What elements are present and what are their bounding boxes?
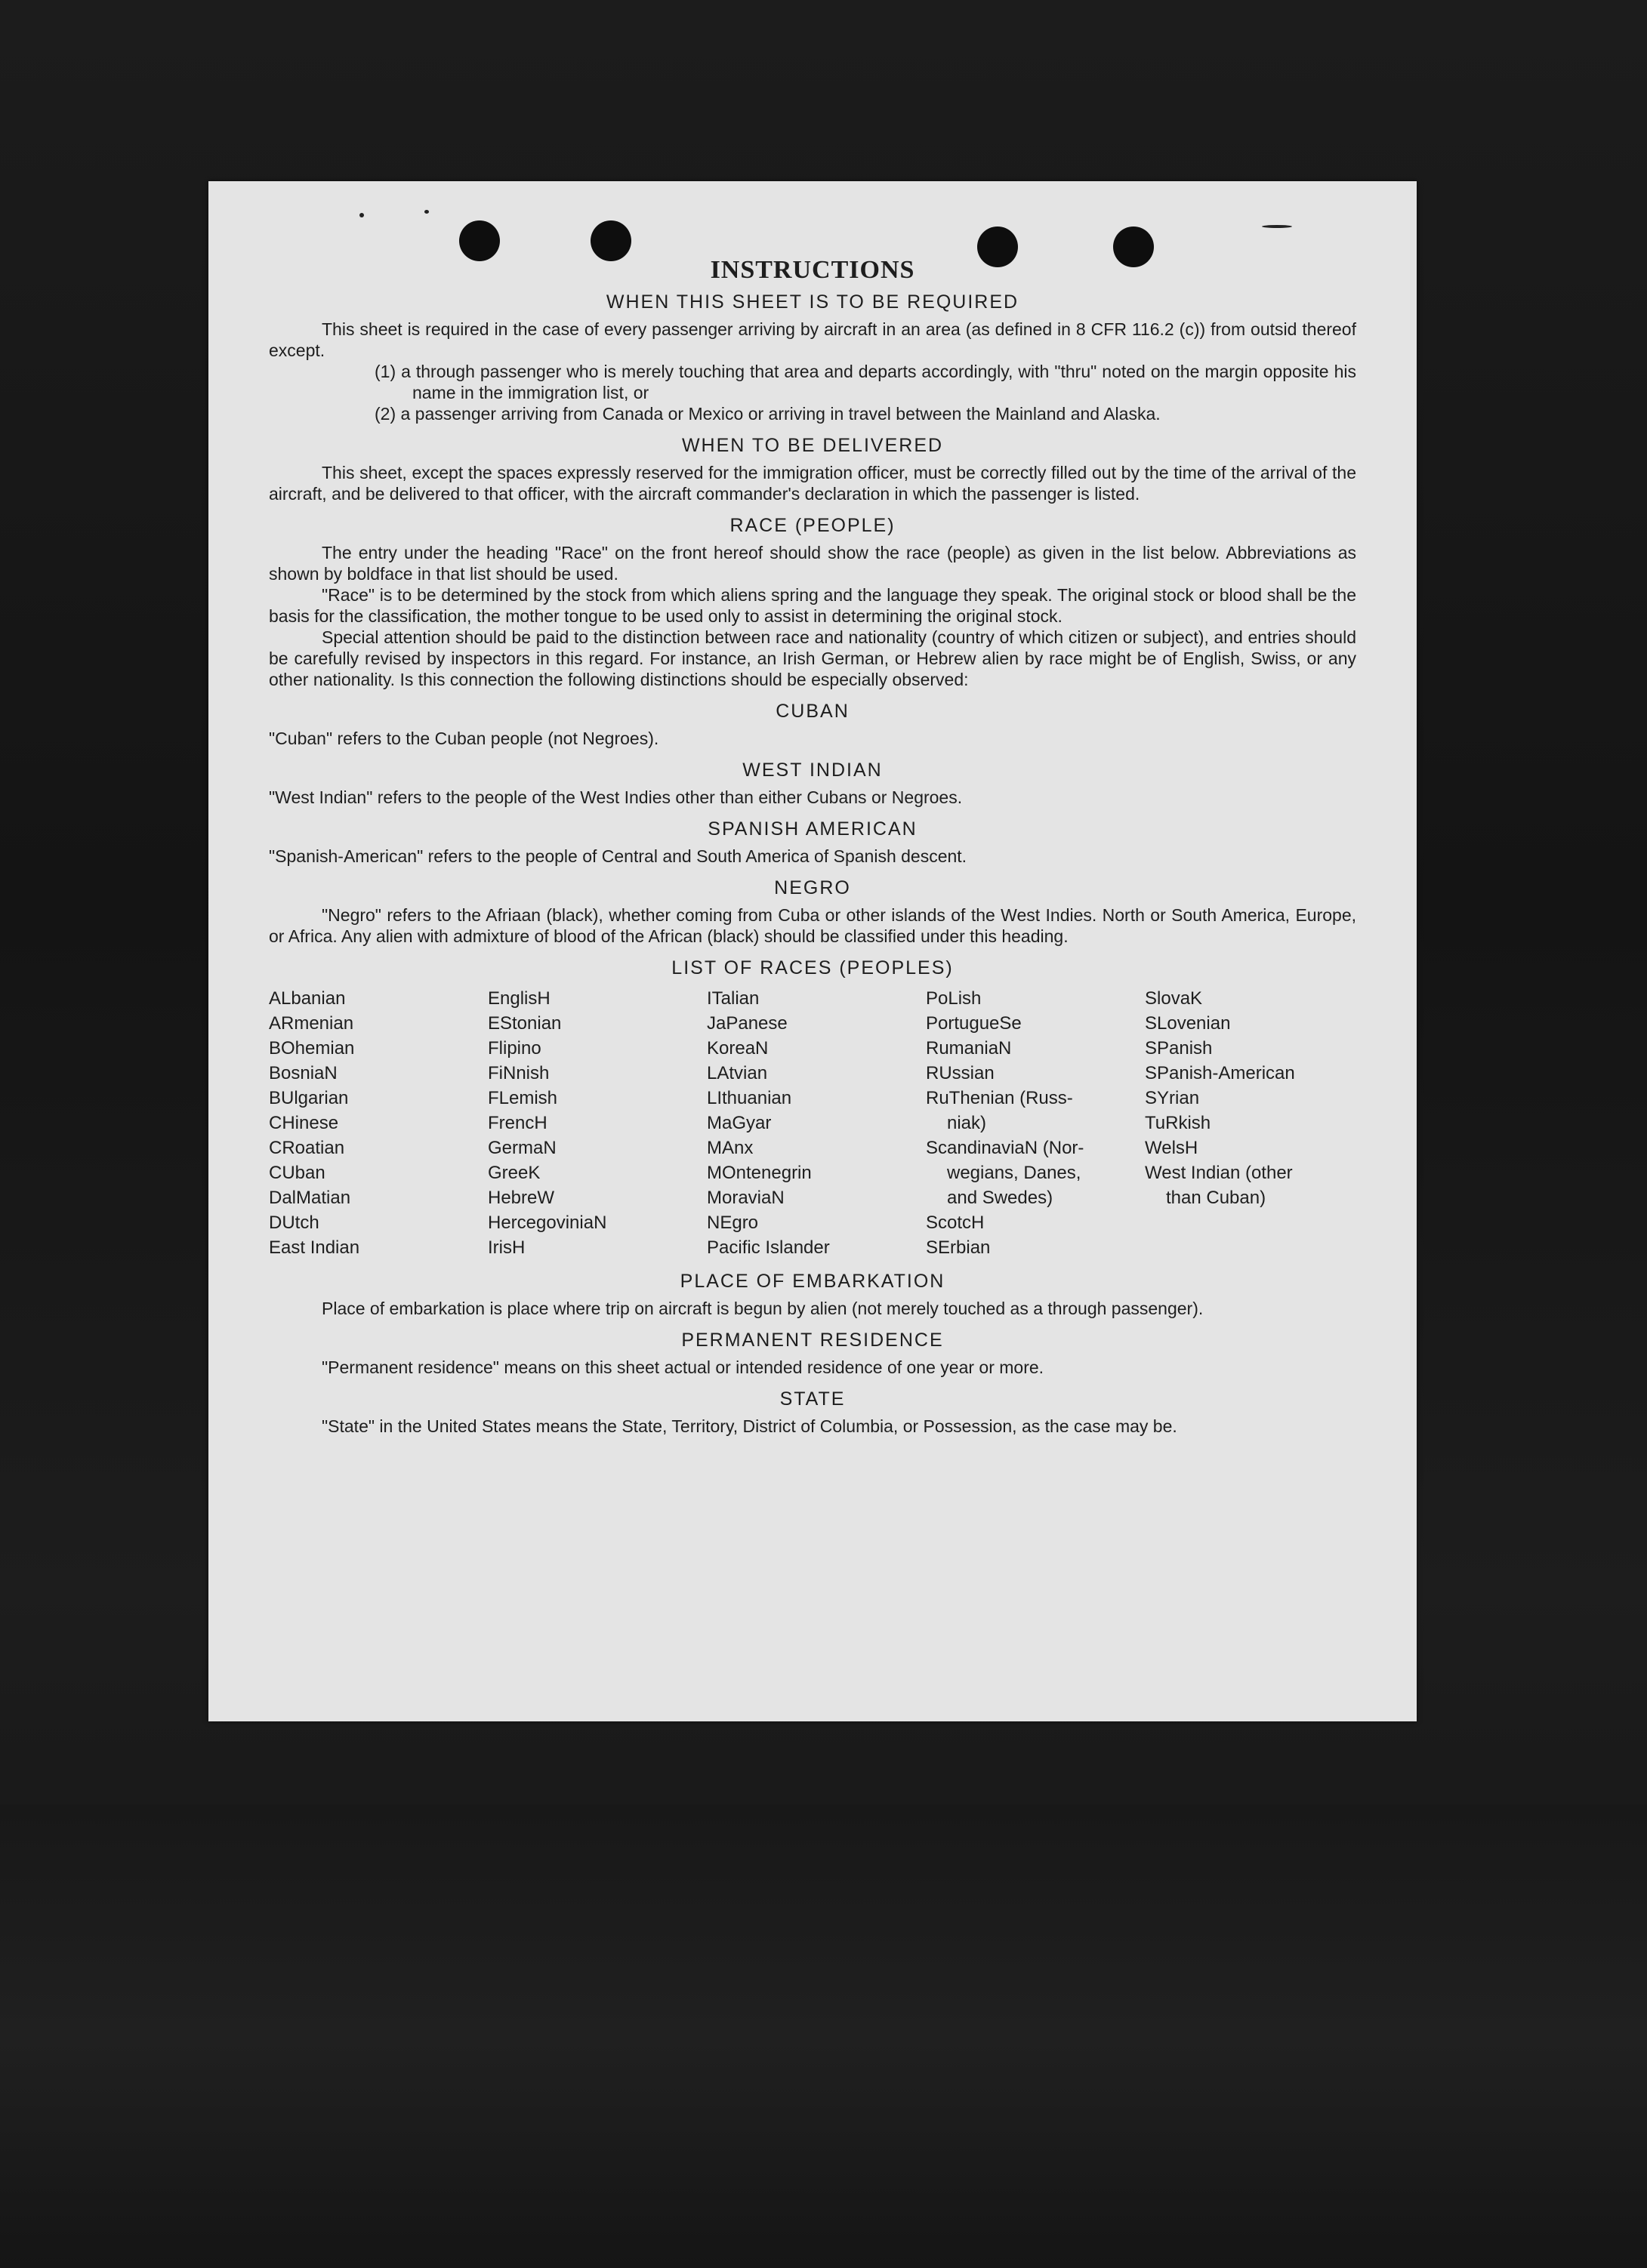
race-entry: Pacific Islander <box>707 1237 830 1258</box>
races-column <box>926 986 1137 1260</box>
punch-hole <box>591 220 631 261</box>
race-entry: niak) <box>947 1113 987 1133</box>
race-paragraph: "Race" is to be determined by the stock from which aliens spring and the language they speak. The original stock or blood shall be the basis for the classification, the mother tongue to be used only to assist in determining the original stock. <box>269 585 1356 626</box>
race-entry: GreeK <box>488 1163 541 1183</box>
race-entry: West Indian (other <box>1145 1163 1293 1183</box>
race-entry: FLemish <box>488 1088 558 1108</box>
race-entry: JaPanese <box>707 1013 788 1034</box>
race-entry: DalMatian <box>269 1188 351 1208</box>
race-entry: SlovaK <box>1145 988 1203 1009</box>
race-entry: GermaN <box>488 1138 557 1158</box>
race-entry: than Cuban) <box>1166 1188 1266 1208</box>
race-entry: RumaniaN <box>926 1038 1012 1059</box>
race-entry: wegians, Danes, <box>947 1163 1081 1183</box>
section-heading-negro: NEGRO <box>774 877 851 898</box>
races-column <box>488 986 699 1260</box>
section-heading-cuban: CUBAN <box>776 701 850 722</box>
race-entry: DUtch <box>269 1213 319 1233</box>
section-text-when-required: This sheet is required in the case of every passenger arriving by aircraft in an area (as defined in 8 CFR 116.2 (c)) from outsid thereof except. <box>269 319 1356 360</box>
instructions-content <box>269 256 1356 1437</box>
page-title: INSTRUCTIONS <box>710 256 915 284</box>
race-entry: CHinese <box>269 1113 339 1133</box>
race-entry: HebreW <box>488 1188 555 1208</box>
race-entry: IrisH <box>488 1237 526 1258</box>
section-heading-spanish-american: SPANISH AMERICAN <box>708 818 918 840</box>
race-entry: BosniaN <box>269 1063 338 1083</box>
race-entry: ALbanian <box>269 988 346 1009</box>
race-entry: HercegoviniaN <box>488 1213 607 1233</box>
section-heading-race: RACE (PEOPLE) <box>729 515 896 536</box>
section-heading-list-of-races: LIST OF RACES (PEOPLES) <box>671 957 954 978</box>
section-text-spanish-american: "Spanish-American" refers to the people of Central and South America of Spanish descent. <box>269 846 967 866</box>
race-entry: SLovenian <box>1145 1013 1231 1034</box>
race-entry: PortugueSe <box>926 1013 1022 1034</box>
race-entry: RUssian <box>926 1063 995 1083</box>
race-entry: RuThenian (Russ- <box>926 1088 1073 1108</box>
race-entry: LAtvian <box>707 1063 768 1083</box>
section-text-negro: "Negro" refers to the Afriaan (black), whether coming from Cuba or other islands of the West Indies. North or South America, Europe, or Africa. Any alien with admixture of blood of the African (black) should be classified under this heading. <box>269 905 1356 946</box>
section-text-embarkation: Place of embarkation is place where trip on aircraft is begun by alien (not merely touched as a through passenger). <box>322 1299 1204 1318</box>
races-column <box>1145 986 1356 1260</box>
race-entry: MAnx <box>707 1138 754 1158</box>
section-text-permanent-residence: "Permanent residence" means on this sheet actual or intended residence of one year or more. <box>322 1357 1044 1377</box>
race-entry: Flipino <box>488 1038 541 1059</box>
race-paragraph: The entry under the heading "Race" on the front hereof should show the race (people) as given in the list below. Abbreviations as shown by boldface in that list should be used. <box>269 543 1356 584</box>
section-text-when-delivered: This sheet, except the spaces expressly reserved for the immigration officer, must be correctly filled out by the time of the arrival of the aircraft, and be delivered to that officer, with the aircraft commander's declaration in which the passenger is listed. <box>269 463 1356 504</box>
races-column <box>269 986 480 1260</box>
race-entry: and Swedes) <box>947 1188 1053 1208</box>
section-heading-when-required: WHEN THIS SHEET IS TO BE REQUIRED <box>606 291 1019 313</box>
scan-speck <box>1262 225 1292 228</box>
races-list <box>269 986 1356 1260</box>
race-entry: BUlgarian <box>269 1088 349 1108</box>
races-column <box>707 986 918 1260</box>
race-entry: WelsH <box>1145 1138 1198 1158</box>
race-entry: FiNnish <box>488 1063 550 1083</box>
race-entry: SPanish <box>1145 1038 1213 1059</box>
race-entry: ScotcH <box>926 1213 985 1233</box>
race-entry: LIthuanian <box>707 1088 792 1108</box>
race-entry: MaGyar <box>707 1113 772 1133</box>
section-heading-when-delivered: WHEN TO BE DELIVERED <box>681 435 944 456</box>
scan-speck <box>424 210 429 214</box>
race-entry: KoreaN <box>707 1038 769 1059</box>
race-entry: FrencH <box>488 1113 547 1133</box>
exception-item: (1) a through passenger who is merely touching that area and departs accordingly, with "thru" noted on the margin opposite his name in the immigration list, or <box>375 362 1356 402</box>
race-entry: TuRkish <box>1145 1113 1211 1133</box>
race-entry: SYrian <box>1145 1088 1200 1108</box>
punch-hole <box>459 220 500 261</box>
race-entry: East Indian <box>269 1237 360 1258</box>
race-paragraph: Special attention should be paid to the distinction between race and nationality (country of which citizen or subject), and entries should be carefully revised by inspectors in this regard. For instance, an Irish German, or Hebrew alien by race might be of English, Swiss, or any other nationality. Is this connection the following distinctions should be especially observed: <box>269 627 1356 689</box>
race-entry: EStonian <box>488 1013 562 1034</box>
race-entry: CUban <box>269 1163 325 1183</box>
section-heading-west-indian: WEST INDIAN <box>742 760 883 781</box>
race-entry: EnglisH <box>488 988 551 1009</box>
section-heading-permanent-residence: PERMANENT RESIDENCE <box>681 1330 944 1351</box>
race-entry: SPanish-American <box>1145 1063 1295 1083</box>
section-text-west-indian: "West Indian" refers to the people of the West Indies other than either Cubans or Negroes. <box>269 787 963 807</box>
scan-speck <box>359 213 364 217</box>
section-text-state: "State" in the United States means the State, Territory, District of Columbia, or Possession, as the case may be. <box>322 1416 1177 1436</box>
instruction-sheet <box>208 181 1417 1721</box>
section-heading-state: STATE <box>779 1388 846 1410</box>
race-entry: SErbian <box>926 1237 991 1258</box>
race-entry: MoraviaN <box>707 1188 785 1208</box>
section-heading-embarkation: PLACE OF EMBARKATION <box>680 1271 945 1292</box>
race-entry: ARmenian <box>269 1013 354 1034</box>
race-entry: BOhemian <box>269 1038 355 1059</box>
race-entry: NEgro <box>707 1213 759 1233</box>
race-entry: ScandinaviaN (Nor- <box>926 1138 1084 1158</box>
section-text-cuban: "Cuban" refers to the Cuban people (not Negroes). <box>269 729 659 748</box>
race-entry: MOntenegrin <box>707 1163 812 1183</box>
race-entry: ITalian <box>707 988 760 1009</box>
race-entry: CRoatian <box>269 1138 345 1158</box>
exception-item: (2) a passenger arriving from Canada or Mexico or arriving in travel between the Mainland and Alaska. <box>375 404 1161 424</box>
film-frame-band <box>0 1804 1647 2268</box>
race-entry: PoLish <box>926 988 982 1009</box>
